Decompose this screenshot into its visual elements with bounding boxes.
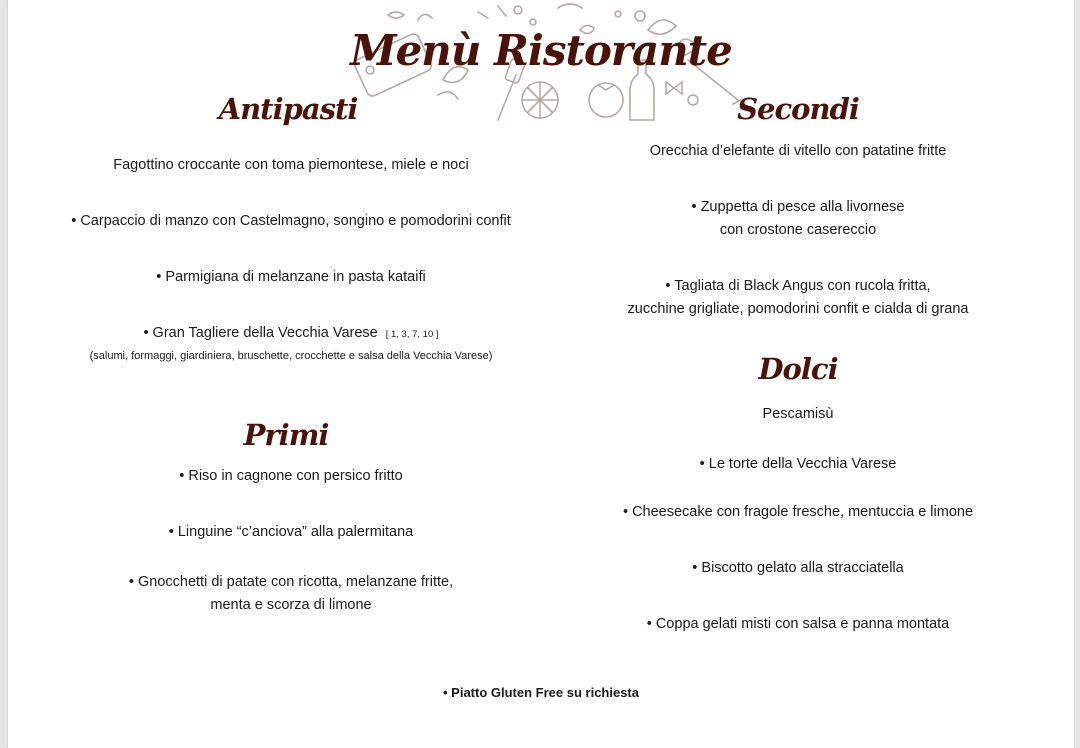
zuppetta-line-2: con crostone casereccio (719, 222, 877, 238)
menu-page (8, 0, 1074, 748)
tagliata-line-1: • Tagliata di Black Angus con rucola fritta, (665, 278, 931, 294)
page-title: Menù Ristorante (350, 26, 732, 75)
tagliere-label: • Gran Tagliere della Vecchia Varese (143, 325, 378, 341)
section-heading-primi: Primi (243, 418, 329, 452)
secondi-item-zuppetta (548, 196, 1048, 242)
tagliere-allergens: [ 1, 3, 7, 10 ] (385, 329, 439, 340)
antipasti-item-parmigiana: • Parmigiana di melanzane in pasta kataifi (156, 269, 426, 285)
dolci-item-cheesecake: • Cheesecake con fragole fresche, mentuccia e limone (622, 504, 974, 520)
gluten-free-note: • Piatto Gluten Free su richiesta (443, 685, 639, 700)
secondi-item-tagliata (548, 275, 1048, 321)
primi-item-linguine: • Linguine “c’anciova” alla palermitana (168, 524, 414, 540)
gnocchetti-line-1: • Gnocchetti di patate con ricotta, melanzane fritte, (128, 574, 454, 590)
dolci-item-coppa: • Coppa gelati misti con salsa e panna montata (646, 616, 950, 632)
tagliata-line-2: zucchine grigliate, pomodorini confit e cialda di grana (627, 301, 969, 317)
section-heading-secondi: Secondi (737, 92, 859, 126)
antipasti-item-fagottino: Fagottino croccante con toma piemontese, miele e noci (113, 157, 469, 173)
tagliere-note: (salumi, formaggi, giardiniera, bruschette, crocchette e salsa della Vecchia Varese) (89, 350, 493, 362)
zuppetta-line-1: • Zuppetta di pesce alla livornese (691, 199, 905, 215)
gnocchetti-line-2: menta e scorza di limone (210, 597, 372, 613)
dolci-item-torte: • Le torte della Vecchia Varese (699, 456, 897, 472)
primi-item-gnocchetti (8, 571, 574, 617)
section-heading-antipasti: Antipasti (218, 92, 358, 126)
dolci-item-pescamisu: Pescamisù (762, 406, 834, 422)
viewer-margin-right (1074, 0, 1080, 748)
dolci-item-biscotto: • Biscotto gelato alla stracciatella (692, 560, 904, 576)
viewer-margin-left (0, 0, 8, 748)
primi-item-riso: • Riso in cagnone con persico fritto (179, 468, 403, 484)
antipasti-item-carpaccio: • Carpaccio di manzo con Castelmagno, songino e pomodorini confit (71, 213, 511, 229)
secondi-item-orecchia: Orecchia d’elefante di vitello con patatine fritte (649, 143, 947, 159)
antipasti-item-tagliere (8, 322, 574, 366)
section-heading-dolci: Dolci (758, 352, 838, 386)
